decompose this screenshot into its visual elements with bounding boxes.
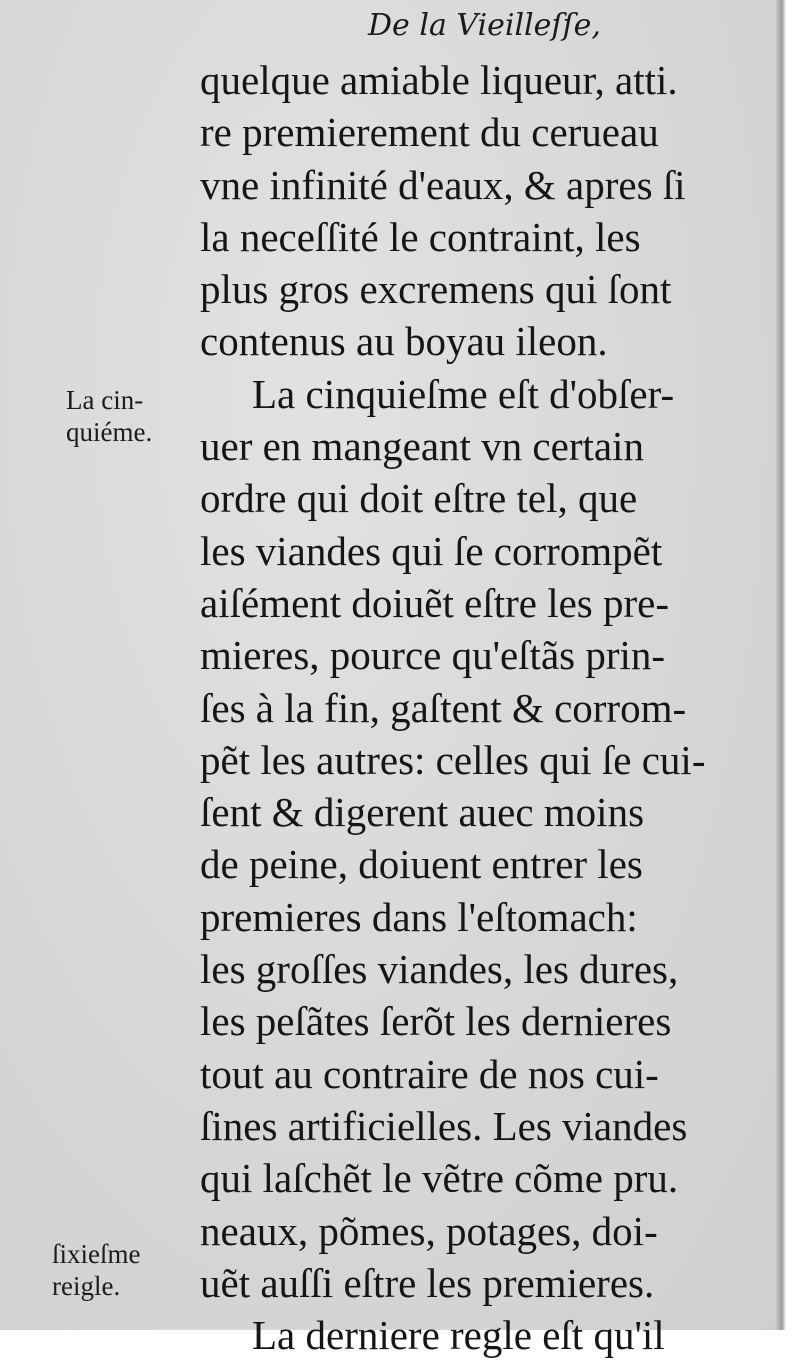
text-line: les groſſes viandes, les dures, — [200, 946, 679, 993]
margin-note-fifth-rule — [66, 384, 152, 448]
text-line: mieres, pource qu'eſtãs prin- — [200, 632, 666, 679]
running-title: De la Vieilleſſe, — [368, 8, 601, 43]
margin-note-line: reigle. — [52, 1271, 121, 1301]
text-line: uer en mangeant vn certain — [200, 423, 644, 470]
body-text — [200, 54, 760, 1361]
text-line-paragraph-start: La derniere regle eſt qu'il — [252, 1312, 665, 1359]
text-line: aiſément doiuẽt eſtre les pre- — [200, 579, 670, 626]
text-line-paragraph-start: La cinquieſme eſt d'obſer- — [252, 370, 675, 417]
page-edge — [776, 0, 786, 1330]
text-line: plus gros excremens qui ſont — [200, 266, 672, 313]
text-line: contenus au boyau ileon. — [200, 318, 608, 365]
margin-note-line: ſixieſme — [52, 1239, 141, 1269]
text-line: ſines artificielles. Les viandes — [200, 1102, 688, 1149]
text-line: quelque amiable liqueur, atti. — [200, 57, 678, 103]
text-line: la neceſſité le contraint, les — [200, 213, 641, 260]
text-line: premieres dans l'eſtomach: — [200, 893, 638, 940]
text-line: ſes à la fin, gaſtent & corrom- — [200, 684, 687, 731]
margin-note-line: quiéme. — [66, 417, 153, 447]
text-line: uẽt auſſi eſtre les premieres. — [200, 1259, 655, 1306]
text-line: les peſãtes ſerõt les dernieres — [200, 998, 672, 1045]
text-line: vne infinité d'eaux, & apres ſi — [200, 161, 686, 208]
text-line: de peine, doiuent entrer les — [200, 841, 643, 888]
text-line: qui laſchẽt le vẽtre cõme pru. — [200, 1155, 679, 1202]
text-line: les viandes qui ſe corrompẽt — [200, 527, 663, 574]
text-line: neaux, põmes, potages, doi- — [200, 1207, 658, 1254]
margin-note-line: La cin- — [66, 385, 144, 415]
text-line: pẽt les autres: celles qui ſe cui- — [200, 736, 706, 783]
text-line: ſent & digerent auec moins — [200, 789, 645, 836]
text-line: tout au contraire de nos cui- — [200, 1050, 659, 1097]
text-line: re premierement du cerueau — [200, 109, 659, 156]
text-line: ordre qui doit eſtre tel, que — [200, 475, 638, 522]
margin-note-sixth-rule — [52, 1238, 140, 1302]
